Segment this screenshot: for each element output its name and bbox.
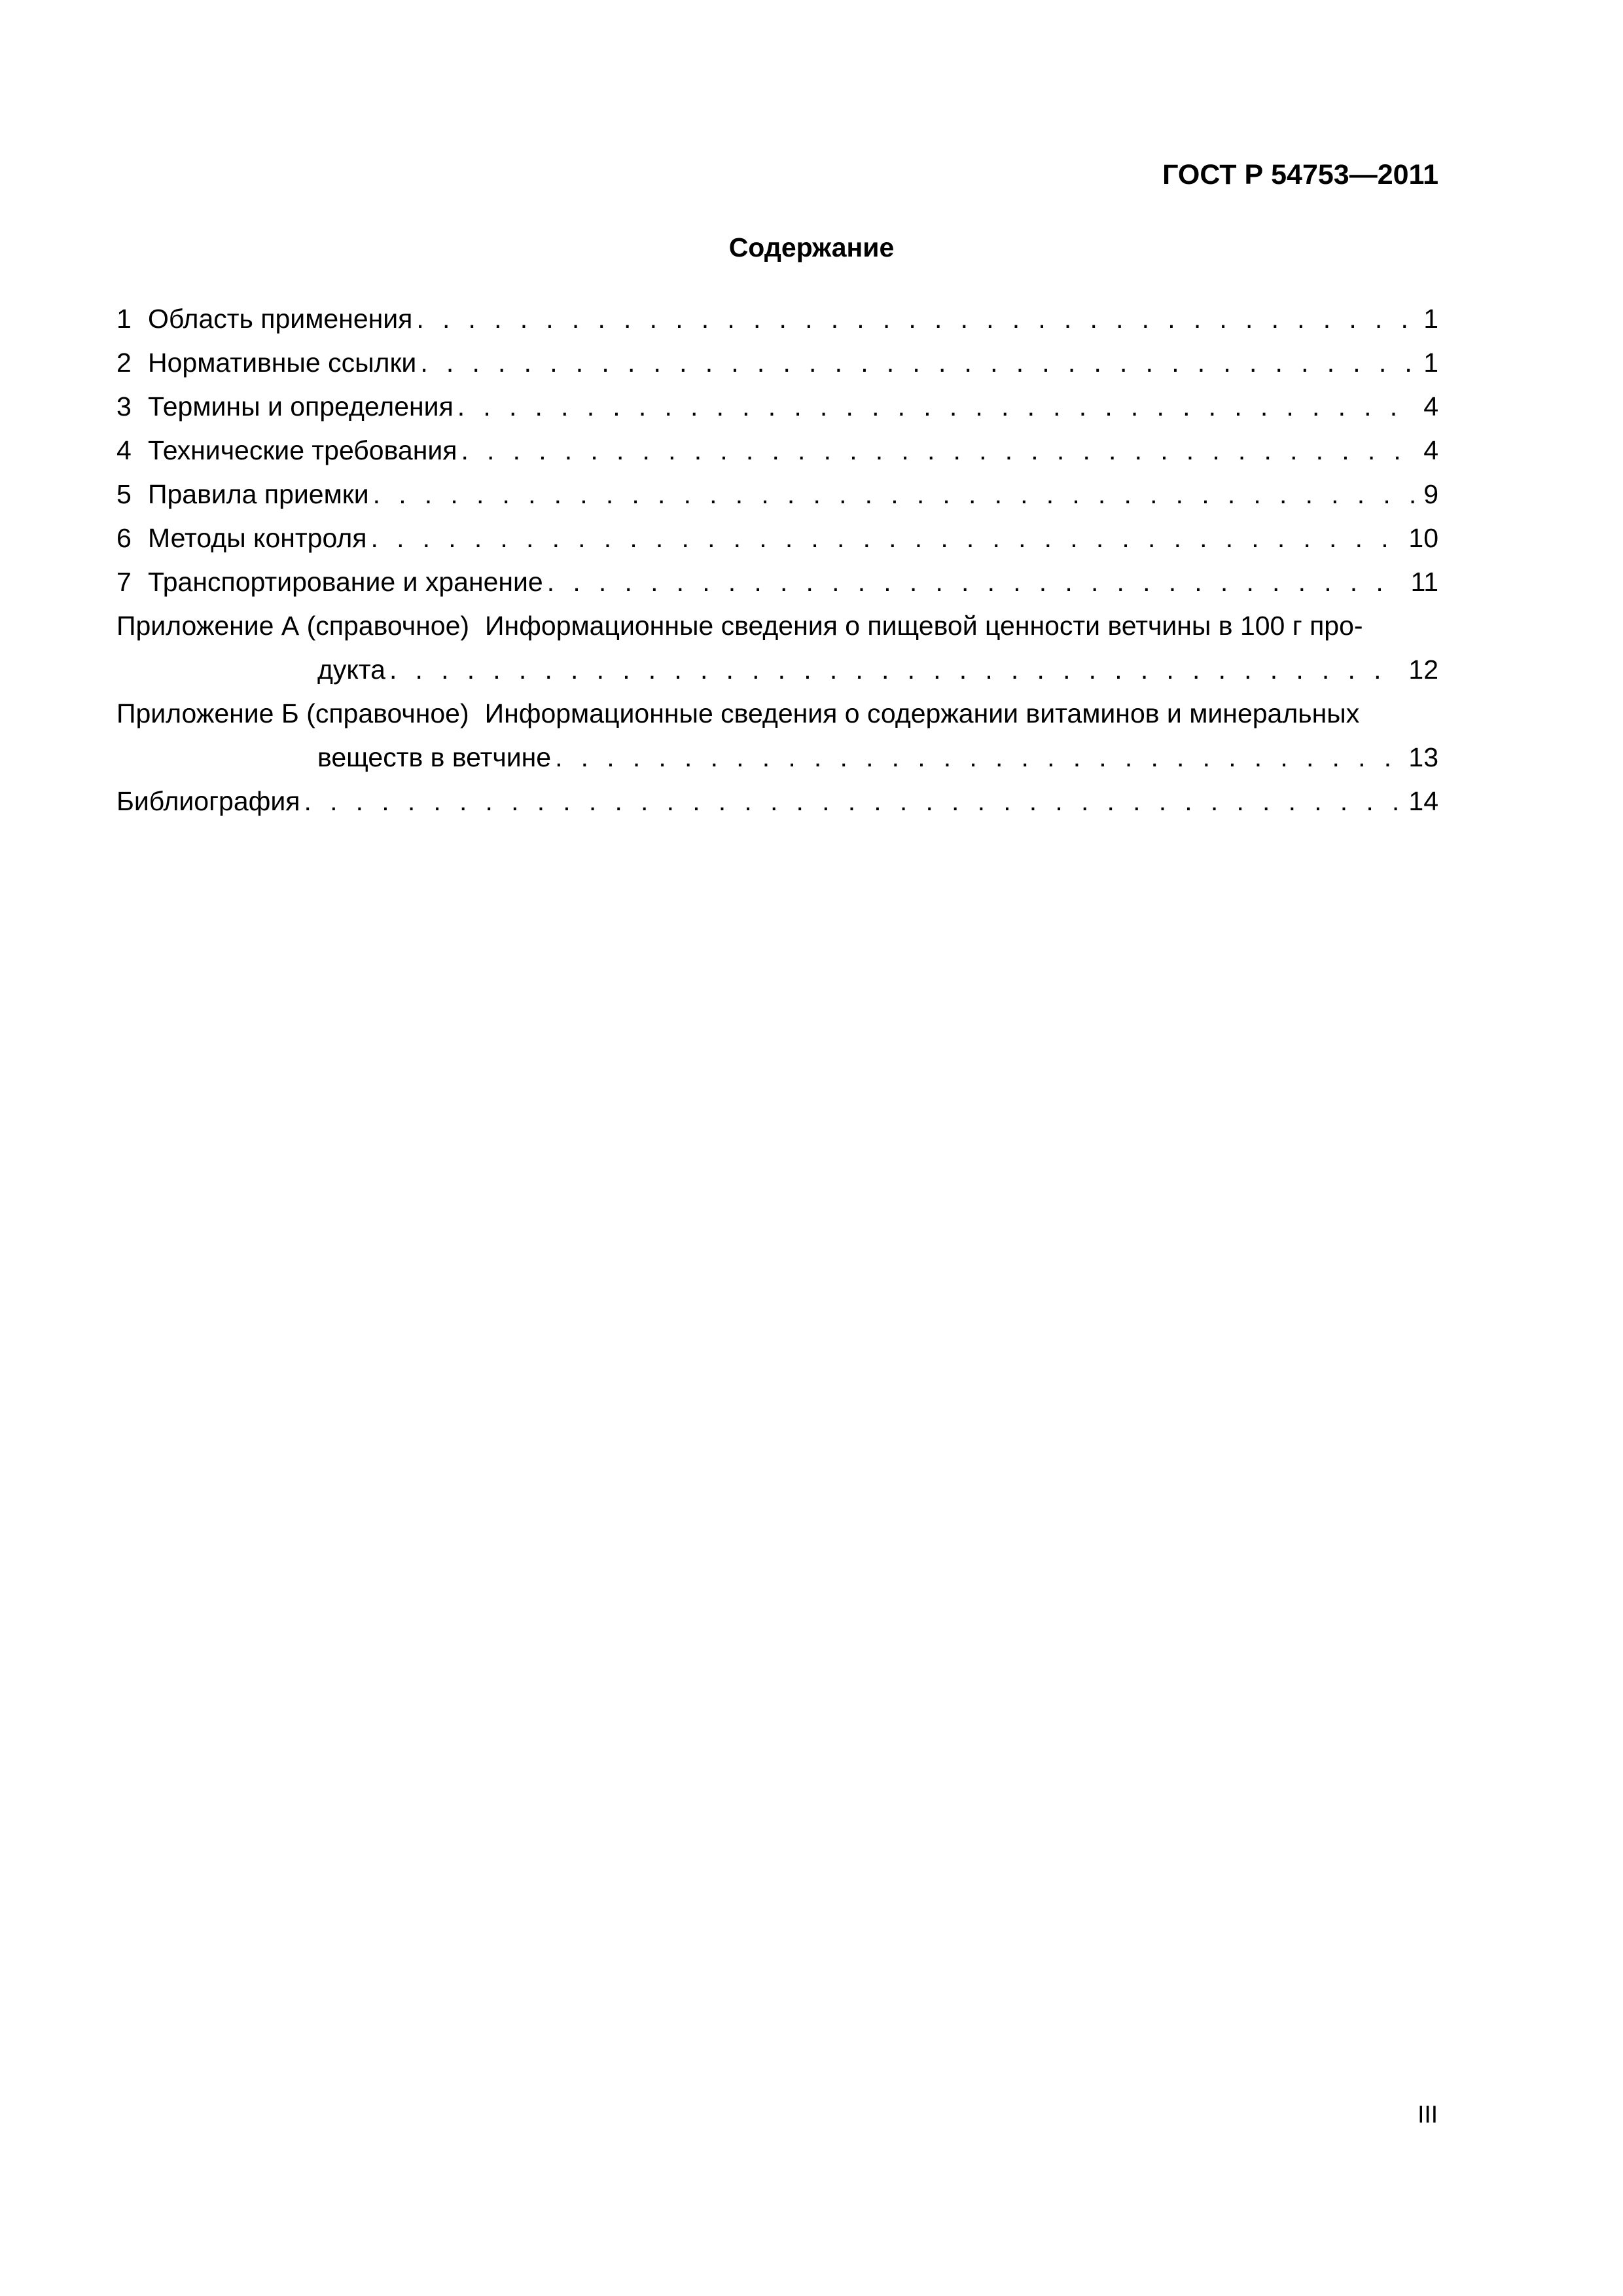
appendix-description-continuation: веществ в ветчине (317, 742, 552, 772)
toc-item-normative-references[interactable] (116, 341, 1438, 385)
toc-item-acceptance-rules[interactable] (116, 473, 1438, 516)
toc-item-number: 5 (116, 479, 132, 509)
appendix-name: Приложение А (справочное) (116, 611, 470, 641)
toc-item-page: 11 (1410, 567, 1438, 597)
document-code: ГОСТ Р 54753—2011 (1162, 159, 1438, 190)
toc-title: Содержание (728, 232, 895, 262)
toc-item-transport-storage[interactable] (116, 560, 1438, 604)
toc-item-page: 10 (1408, 523, 1438, 553)
toc-item-label: Правила приемки (148, 479, 369, 509)
toc-item-page: 1 (1423, 304, 1438, 334)
appendix-name: Приложение Б (справочное) (116, 698, 469, 728)
toc-item-page: 4 (1423, 435, 1438, 465)
toc-item-page: 14 (1408, 786, 1438, 816)
toc-item-label: Библиография (116, 786, 300, 816)
toc-item-appendix-a[interactable] (116, 604, 1438, 692)
toc-item-label: Транспортирование и хранение (148, 567, 543, 597)
leader-dots (371, 516, 1402, 560)
toc-item-label: Методы контроля (148, 523, 367, 553)
toc-item-appendix-b[interactable] (116, 692, 1438, 780)
toc-item-page: 1 (1423, 348, 1438, 378)
toc-item-control-methods[interactable] (116, 516, 1438, 560)
leader-dots (304, 780, 1402, 823)
toc-item-page: 9 (1423, 479, 1438, 509)
leader-dots (416, 297, 1417, 341)
leader-dots (555, 736, 1402, 780)
toc-item-label: Технические требования (148, 435, 457, 465)
toc-item-page: 13 (1408, 742, 1438, 772)
leader-dots (547, 560, 1404, 604)
toc-item-terms[interactable] (116, 385, 1438, 429)
appendix-description: Информационные сведения о содержании витаминов и минеральных (484, 698, 1360, 728)
toc-item-label: Нормативные ссылки (148, 348, 417, 378)
appendix-description-continuation: дукта (317, 655, 385, 685)
leader-dots (420, 341, 1417, 385)
toc-item-bibliography[interactable] (116, 780, 1438, 823)
leader-dots (461, 429, 1417, 473)
toc-item-number: 4 (116, 435, 132, 465)
appendix-description: Информационные сведения о пищевой ценности ветчины в 100 г про- (485, 611, 1363, 641)
toc-item-page: 12 (1408, 655, 1438, 685)
toc-item-technical-requirements[interactable] (116, 429, 1438, 473)
toc-item-scope[interactable] (116, 297, 1438, 341)
toc-item-number: 1 (116, 304, 132, 334)
toc-item-number: 6 (116, 523, 132, 553)
toc-item-label: Термины и определения (148, 391, 454, 422)
toc-item-number: 3 (116, 391, 132, 422)
leader-dots (373, 473, 1418, 516)
table-of-contents (116, 297, 1438, 823)
toc-item-page: 4 (1423, 391, 1438, 422)
leader-dots (389, 648, 1402, 692)
toc-item-label: Область применения (148, 304, 413, 334)
page-number: III (1418, 2101, 1438, 2128)
toc-item-number: 2 (116, 348, 132, 378)
leader-dots (457, 385, 1417, 429)
toc-item-number: 7 (116, 567, 132, 597)
